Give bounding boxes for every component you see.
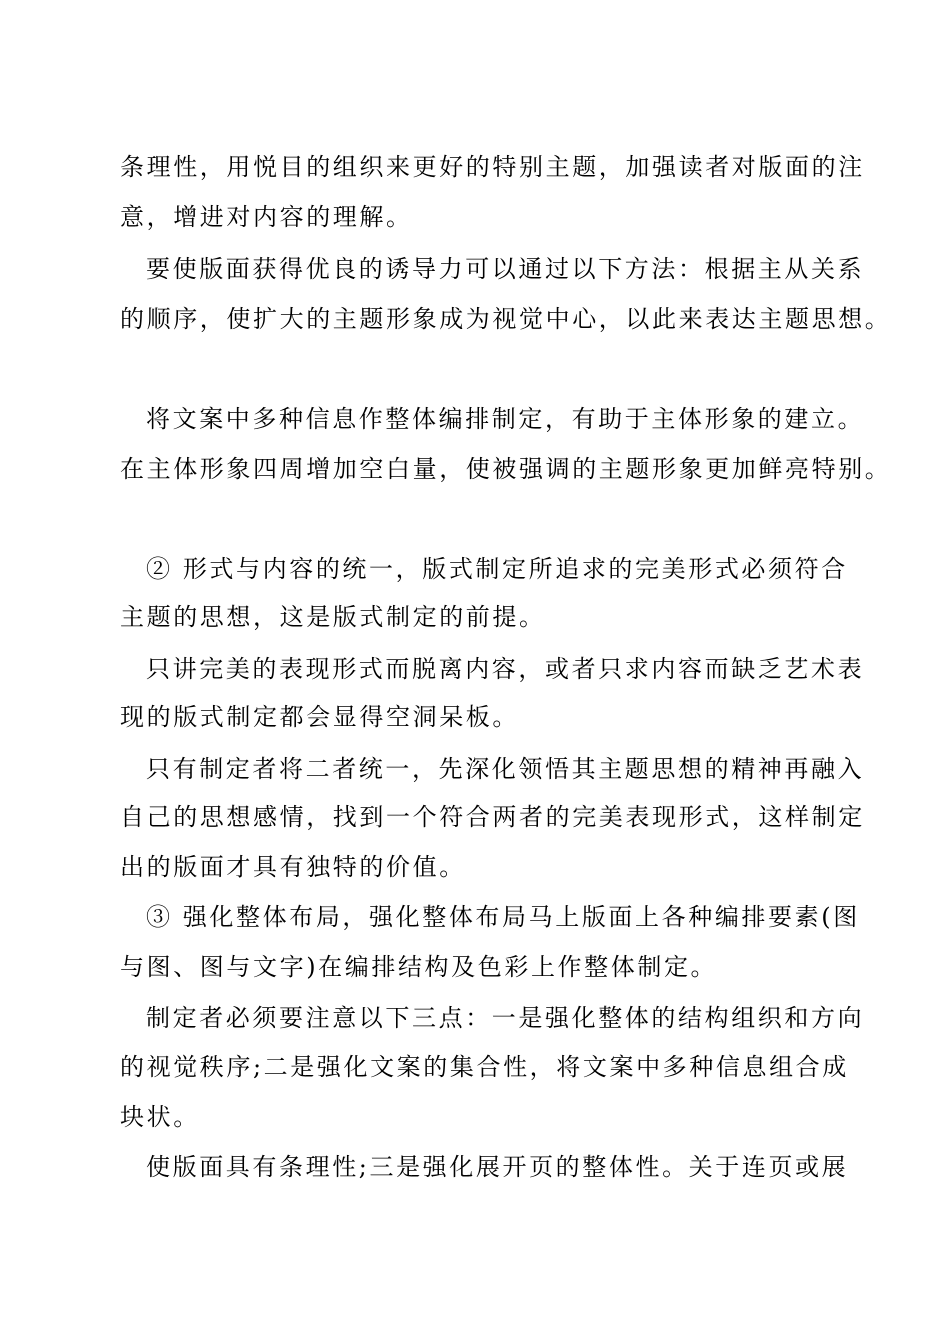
text-line: 要使版面获得优良的诱导力可以通过以下方法：根据主从关系 xyxy=(146,255,865,283)
text-line: 只讲完美的表现形式而脱离内容，或者只求内容而缺乏艺术表 xyxy=(146,655,865,683)
text-line: 制定者必须要注意以下三点：一是强化整体的结构组织和方向 xyxy=(146,1004,865,1032)
text-line: 出的版面才具有独特的价值。 xyxy=(120,853,466,881)
text-line: 使版面具有条理性;三是强化展开页的整体性。关于连页或展 xyxy=(146,1153,849,1181)
text-line: ③ 强化整体布局，强化整体布局马上版面上各种编排要素(图 xyxy=(146,903,860,931)
text-line: 的视觉秩序;二是强化文案的集合性，将文案中多种信息组合成 xyxy=(120,1053,849,1081)
text-line: ② 形式与内容的统一，版式制定所追求的完美形式必须符合 xyxy=(146,555,848,583)
text-line: 自己的思想感情，找到一个符合两者的完美表现形式，这样制定 xyxy=(120,803,865,831)
text-line: 的顺序，使扩大的主题形象成为视觉中心，以此来表达主题思想。 xyxy=(120,305,892,333)
text-line: 在主体形象四周增加空白量，使被强调的主题形象更加鲜亮特别。 xyxy=(120,455,892,483)
text-line: 只有制定者将二者统一，先深化领悟其主题思想的精神再融入 xyxy=(146,755,865,783)
text-line: 主题的思想，这是版式制定的前提。 xyxy=(120,603,546,631)
text-line: 现的版式制定都会显得空洞呆板。 xyxy=(120,703,519,731)
text-line: 意，增进对内容的理解。 xyxy=(120,203,413,231)
text-line: 将文案中多种信息作整体编排制定，有助于主体形象的建立。 xyxy=(146,405,865,433)
text-line: 条理性，用悦目的组织来更好的特别主题，加强读者对版面的注 xyxy=(120,153,865,181)
text-line: 与图、图与文字)在编排结构及色彩上作整体制定。 xyxy=(120,953,718,981)
text-line: 块状。 xyxy=(120,1103,200,1131)
